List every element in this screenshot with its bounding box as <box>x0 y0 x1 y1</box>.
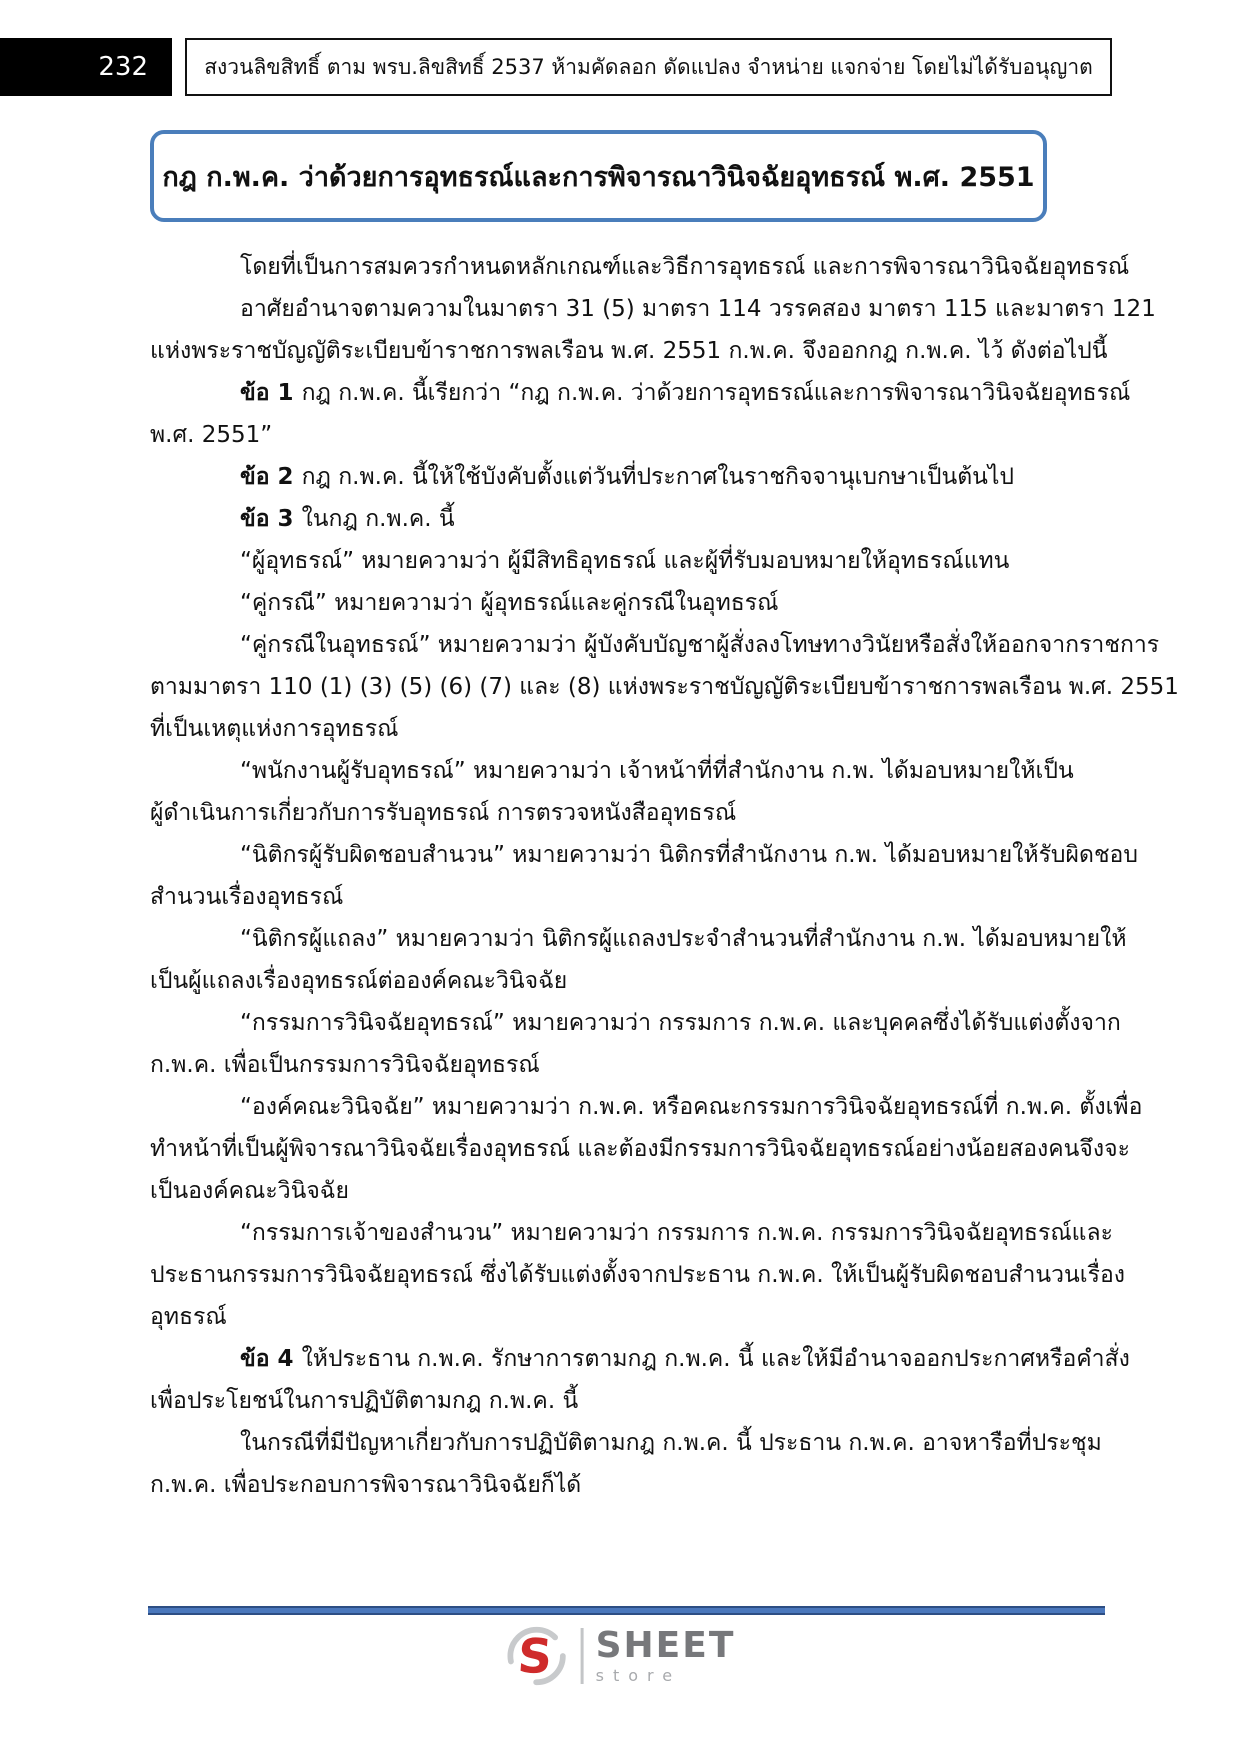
body-line <box>150 834 1138 876</box>
body-line <box>150 414 1055 456</box>
body-line <box>150 1422 1102 1464</box>
body-line <box>150 1338 1130 1380</box>
clause-number: ข้อ 4 <box>240 1346 302 1372</box>
publisher-logo <box>505 1624 736 1688</box>
body-line-text: กฎ ก.พ.ค. นี้ให้ใช้บังคับตั้งแต่วันที่ประกาศในราชกิจจานุเบกษาเป็นต้นไป <box>301 464 1015 490</box>
body-line-text: “พนักงานผู้รับอุทธรณ์” หมายความว่า เจ้าหน้าที่ที่สำนักงาน ก.พ. ได้มอบหมายให้เป็น <box>240 758 1074 784</box>
body-line <box>150 708 1055 750</box>
body-line <box>150 1044 1055 1086</box>
body-line-text: อาศัยอำนาจตามความในมาตรา 31 (5) มาตรา 114 วรรคสอง มาตรา 115 และมาตรา 121 <box>240 296 1156 322</box>
body-line-text: เป็นองค์คณะวินิจฉัย <box>150 1178 349 1204</box>
page-number-box <box>0 38 172 96</box>
body-line-text: พ.ศ. 2551” <box>150 422 273 448</box>
footer-divider <box>148 1606 1105 1615</box>
clause-number: ข้อ 3 <box>240 506 302 532</box>
copyright-notice-box <box>185 38 1112 96</box>
body-line-text: อุทธรณ์ <box>150 1304 227 1330</box>
body-line-text: “คู่กรณี” หมายความว่า ผู้อุทธรณ์และคู่กรณีในอุทธรณ์ <box>240 590 779 616</box>
body-line-text: “กรรมการเจ้าของสำนวน” หมายความว่า กรรมการ ก.พ.ค. กรรมการวินิจฉัยอุทธรณ์และ <box>240 1220 1113 1246</box>
body-line-text: “คู่กรณีในอุทธรณ์” หมายความว่า ผู้บังคับบัญชาผู้สั่งลงโทษทางวินัยหรือสั่งให้ออกจากราชการ <box>240 632 1160 658</box>
body-line <box>150 246 1130 288</box>
clause-number: ข้อ 2 <box>240 464 302 490</box>
body-line-text: เป็นผู้แถลงเรื่องอุทธรณ์ต่อองค์คณะวินิจฉัย <box>150 968 568 994</box>
body-line <box>150 330 1108 372</box>
body-line-text: ตามมาตรา 110 (1) (3) (5) (6) (7) และ (8) แห่งพระราชบัญญัติระเบียบข้าราชการพลเรือน พ.ศ. 2551 <box>150 674 1179 700</box>
body-line <box>150 624 1160 666</box>
body-line <box>150 372 1131 414</box>
clause-number: ข้อ 1 <box>240 380 302 406</box>
body-line <box>150 1254 1126 1296</box>
copyright-notice: สงวนลิขสิทธิ์ ตาม พรบ.ลิขสิทธิ์ 2537 ห้ามคัดลอก ดัดแปลง จำหน่าย แจกจ่าย โดยไม่ได้รับอนุญาต <box>204 54 1093 79</box>
body-line-text: ทำหน้าที่เป็นผู้พิจารณาวินิจฉัยเรื่องอุทธรณ์ และต้องมีกรรมการวินิจฉัยอุทธรณ์อย่างน้อยสองคนจึงจะ <box>150 1136 1130 1162</box>
document-title-box <box>150 130 1047 222</box>
body-line-text: ในกฎ ก.พ.ค. นี้ <box>301 506 455 532</box>
body-line-text: ก.พ.ค. เพื่อประกอบการพิจารณาวินิจฉัยก็ได้ <box>150 1472 582 1498</box>
body-line <box>150 1212 1113 1254</box>
logo-divider <box>581 1628 584 1684</box>
sheet-store-logo-icon <box>505 1624 569 1688</box>
body-line <box>150 792 1055 834</box>
body-line <box>150 1002 1121 1044</box>
page-number: 232 <box>98 52 148 82</box>
logo-brand-text: SHEET <box>595 1625 736 1666</box>
svg-text:S: S <box>515 1629 554 1685</box>
body-line <box>150 456 1055 498</box>
body-line-text: สำนวนเรื่องอุทธรณ์ <box>150 884 344 910</box>
body-line-text: “องค์คณะวินิจฉัย” หมายความว่า ก.พ.ค. หรือคณะกรรมการวินิจฉัยอุทธรณ์ที่ ก.พ.ค. ตั้งเพื่อ <box>240 1094 1143 1120</box>
document-body <box>150 246 1179 1506</box>
body-line-text: ผู้ดำเนินการเกี่ยวกับการรับอุทธรณ์ การตรวจหนังสืออุทธรณ์ <box>150 800 737 826</box>
body-line <box>150 1086 1143 1128</box>
body-line <box>150 1464 1055 1506</box>
body-line-text: “ผู้อุทธรณ์” หมายความว่า ผู้มีสิทธิอุทธรณ์ และผู้ที่รับมอบหมายให้อุทธรณ์แทน <box>240 548 1010 574</box>
body-line-text: กฎ ก.พ.ค. นี้เรียกว่า “กฎ ก.พ.ค. ว่าด้วยการอุทธรณ์และการพิจารณาวินิจฉัยอุทธรณ์ <box>301 380 1131 406</box>
body-line-text: โดยที่เป็นการสมควรกำหนดหลักเกณฑ์และวิธีการอุทธรณ์ และการพิจารณาวินิจฉัยอุทธรณ์ <box>240 254 1130 280</box>
body-line <box>150 1170 1055 1212</box>
document-title: กฎ ก.พ.ค. ว่าด้วยการอุทธรณ์และการพิจารณาวินิจฉัยอุทธรณ์ พ.ศ. 2551 <box>162 161 1035 193</box>
body-line <box>150 1128 1130 1170</box>
body-line <box>150 750 1074 792</box>
body-line <box>150 666 1179 708</box>
body-line <box>150 1296 1055 1338</box>
body-line-text: แห่งพระราชบัญญัติระเบียบข้าราชการพลเรือน พ.ศ. 2551 ก.พ.ค. จึงออกกฎ ก.พ.ค. ไว้ ดังต่อไปนี้ <box>150 338 1108 364</box>
body-line-text: “กรรมการวินิจฉัยอุทธรณ์” หมายความว่า กรรมการ ก.พ.ค. และบุคคลซึ่งได้รับแต่งตั้งจาก <box>240 1010 1121 1036</box>
body-line-text: ประธานกรรมการวินิจฉัยอุทธรณ์ ซึ่งได้รับแต่งตั้งจากประธาน ก.พ.ค. ให้เป็นผู้รับผิดชอบสำนวนเรื่อง <box>150 1262 1126 1288</box>
body-line-text: ก.พ.ค. เพื่อเป็นกรรมการวินิจฉัยอุทธรณ์ <box>150 1052 540 1078</box>
body-line <box>150 498 1055 540</box>
logo-text <box>595 1625 736 1685</box>
body-line-text: ให้ประธาน ก.พ.ค. รักษาการตามกฎ ก.พ.ค. นี้ และให้มีอำนาจออกประกาศหรือคำสั่ง <box>301 1346 1130 1372</box>
body-line-text: ที่เป็นเหตุแห่งการอุทธรณ์ <box>150 716 399 742</box>
body-line <box>150 960 1055 1002</box>
body-line <box>150 876 1055 918</box>
body-line <box>150 918 1127 960</box>
body-line-text: “นิติกรผู้แถลง” หมายความว่า นิติกรผู้แถลงประจำสำนวนที่สำนักงาน ก.พ. ได้มอบหมายให้ <box>240 926 1127 952</box>
body-line-text: “นิติกรผู้รับผิดชอบสำนวน” หมายความว่า นิติกรที่สำนักงาน ก.พ. ได้มอบหมายให้รับผิดชอบ <box>240 842 1138 868</box>
body-line <box>150 288 1156 330</box>
body-line <box>150 582 1055 624</box>
body-line-text: เพื่อประโยชน์ในการปฏิบัติตามกฎ ก.พ.ค. นี้ <box>150 1388 579 1414</box>
logo-sub-text: store <box>595 1666 682 1685</box>
body-line <box>150 540 1055 582</box>
body-line-text: ในกรณีที่มีปัญหาเกี่ยวกับการปฏิบัติตามกฎ ก.พ.ค. นี้ ประธาน ก.พ.ค. อาจหารือที่ประชุม <box>240 1430 1102 1456</box>
body-line <box>150 1380 1055 1422</box>
